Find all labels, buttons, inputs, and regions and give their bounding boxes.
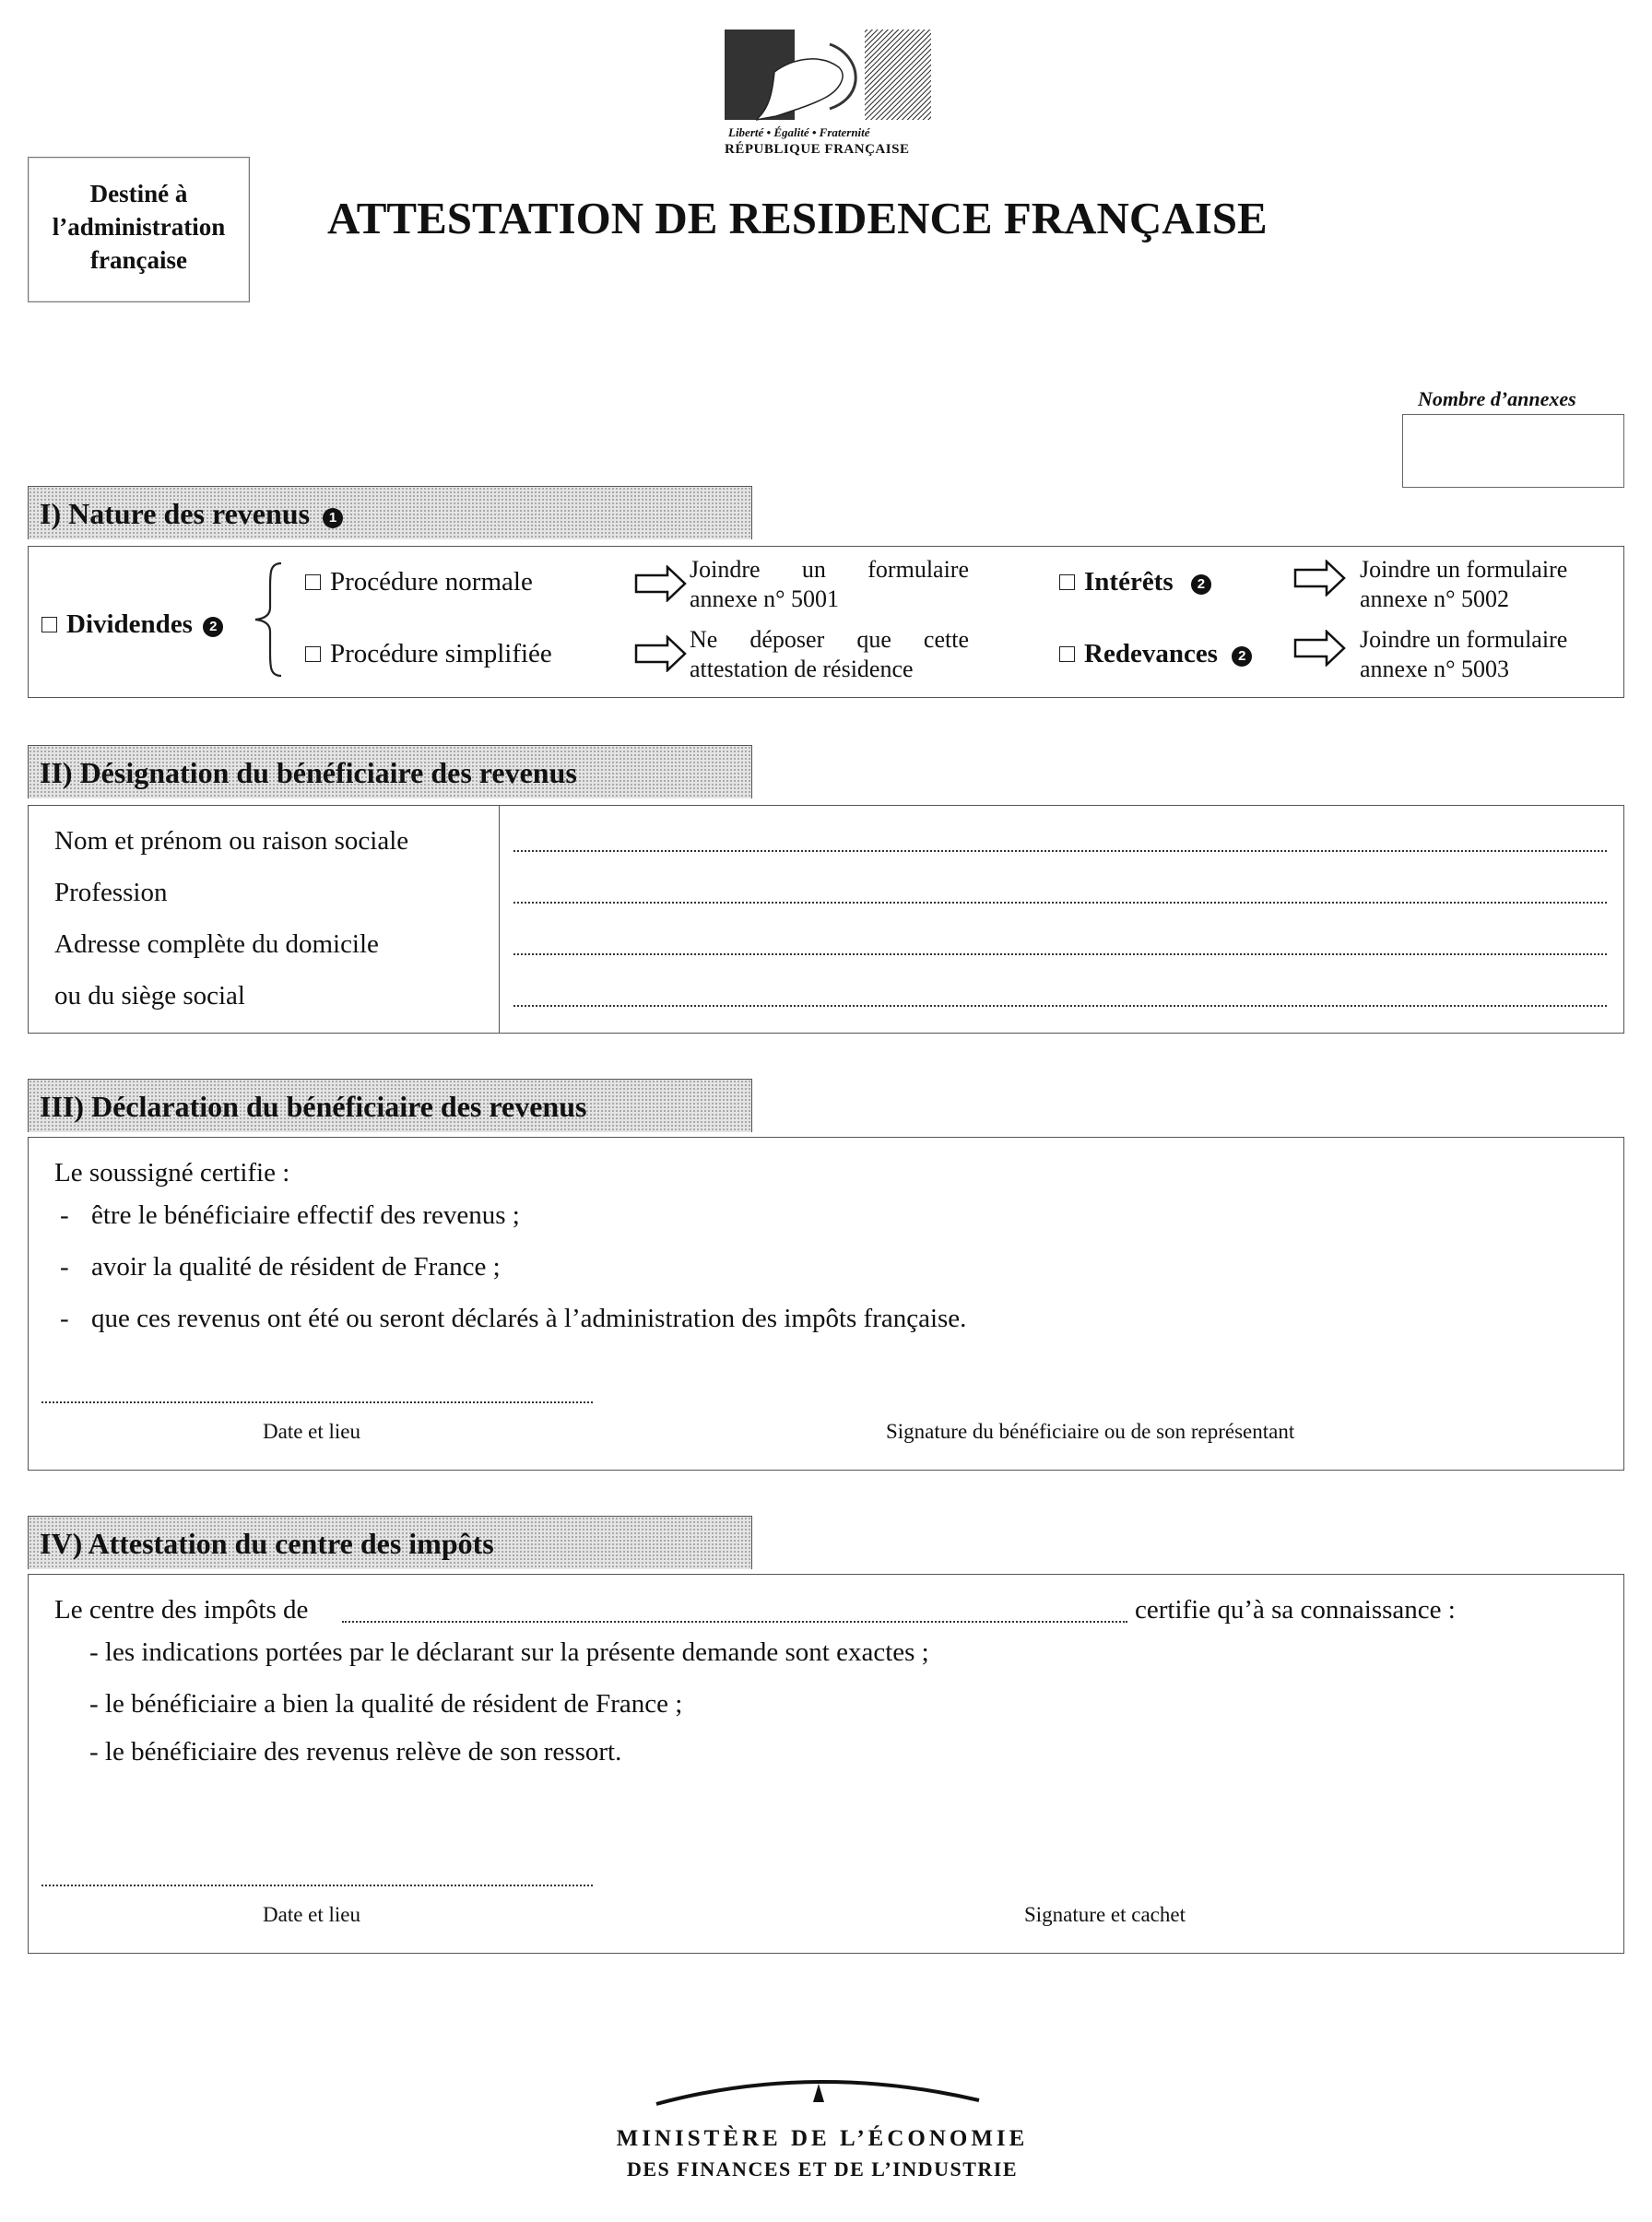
- section-4-intro-start: Le centre des impôts de: [54, 1595, 309, 1625]
- arrow-right-icon: [1293, 630, 1347, 667]
- section-3-date-field[interactable]: [41, 1401, 593, 1403]
- destination-line-3: française: [90, 246, 187, 274]
- note-simplifiee-line-2: attestation de résidence: [690, 656, 914, 682]
- note-simplifiee-line-1: Ne déposer que cette: [690, 626, 969, 653]
- procedure-simplifiee-label: Procédure simplifiée: [330, 639, 552, 668]
- section-3-item-2: avoir la qualité de résident de France ;: [91, 1252, 501, 1282]
- note-marker-2-icon: 2: [203, 617, 223, 637]
- section-3-title: III) Déclaration du bénéficiaire des revenus: [28, 1079, 752, 1132]
- section-3-item-1: être le bénéficiaire effectif des revenus ;: [91, 1200, 520, 1230]
- section-3-box: [28, 1137, 1624, 1471]
- adresse-field[interactable]: [513, 953, 1607, 955]
- ministry-logo: [564, 2065, 1080, 2194]
- ministry-arc-icon: [564, 2065, 1080, 2108]
- destination-box: [28, 157, 250, 302]
- procedure-simplifiee-checkbox[interactable]: [305, 646, 321, 662]
- arrow-right-icon: [634, 635, 688, 672]
- section-1-title-text: I) Nature des revenus: [40, 497, 311, 530]
- note-interets-line-1: Joindre un formulaire: [1360, 556, 1568, 583]
- profession-label: Profession: [54, 878, 168, 907]
- procedure-normale-checkbox[interactable]: [305, 574, 321, 590]
- siege-field[interactable]: [513, 1005, 1607, 1007]
- section-4-title: IV) Attestation du centre des impôts: [28, 1516, 752, 1569]
- destination-line-2: l’administration: [52, 213, 226, 241]
- procedure-simplifiee-option[interactable]: [305, 639, 552, 669]
- marianne-emblem: [719, 26, 937, 127]
- ministry-line-2: DES FINANCES ET DE L’INDUSTRIE: [626, 2157, 1018, 2181]
- procedure-normale-label: Procédure normale: [330, 567, 533, 597]
- section-4-date-label: Date et lieu: [263, 1903, 361, 1926]
- section-3-signature-label: Signature du bénéficiaire ou de son représentant: [886, 1420, 1295, 1443]
- redevances-checkbox[interactable]: [1059, 646, 1075, 662]
- ministry-line-1: MINISTÈRE DE L’ÉCONOMIE: [616, 2126, 1029, 2151]
- redevances-label: Redevances: [1084, 639, 1218, 668]
- section-1-box: [28, 546, 1624, 698]
- marianne-logo: [719, 26, 937, 160]
- annexes-count-field[interactable]: [1402, 414, 1624, 488]
- note-normale-line-2: annexe n° 5001: [690, 585, 840, 612]
- section-1-title: [28, 486, 752, 539]
- section-4-item-1: - les indications portées par le déclarant sur la présente demande sont exactes ;: [89, 1637, 929, 1667]
- siege-label: ou du siège social: [54, 981, 245, 1011]
- nom-field[interactable]: [513, 850, 1607, 852]
- note-marker-2-icon: 2: [1232, 646, 1252, 667]
- note-marker-1-icon: 1: [323, 508, 343, 528]
- nom-label: Nom et prénom ou raison sociale: [54, 826, 409, 856]
- section-2-box: [28, 805, 1624, 1034]
- profession-field[interactable]: [513, 902, 1607, 904]
- note-marker-2-icon: 2: [1191, 574, 1211, 595]
- arrow-right-icon: [634, 565, 688, 602]
- interets-label: Intérêts: [1084, 567, 1174, 597]
- adresse-label: Adresse complète du domicile: [54, 929, 379, 959]
- procedure-normale-option[interactable]: [305, 567, 533, 597]
- section-3-dash: -: [60, 1252, 69, 1282]
- brace-icon: [250, 560, 287, 680]
- note-redevances-line-1: Joindre un formulaire: [1360, 626, 1568, 653]
- arrow-right-icon: [1293, 560, 1347, 597]
- section-3-intro: Le soussigné certifie :: [54, 1158, 290, 1188]
- section-4-item-3: - le bénéficiaire des revenus relève de son ressort.: [89, 1737, 622, 1767]
- section-4-box: [28, 1574, 1624, 1954]
- redevances-option[interactable]: [1059, 639, 1252, 669]
- centre-impots-field[interactable]: [342, 1621, 1127, 1623]
- section-4-intro-end: certifie qu’à sa connaissance :: [1135, 1595, 1456, 1625]
- note-normale-line-1: Joindre un formulaire: [690, 556, 969, 583]
- note-interets-line-2: annexe n° 5002: [1360, 585, 1510, 612]
- annexes-label: Nombre d’annexes: [1418, 387, 1576, 410]
- page-title: ATTESTATION DE RESIDENCE FRANÇAISE: [327, 193, 1268, 243]
- republic-label: RÉPUBLIQUE FRANÇAISE: [725, 142, 910, 157]
- section-4-signature-label: Signature et cachet: [1024, 1903, 1186, 1926]
- section-4-date-field[interactable]: [41, 1885, 593, 1886]
- destination-line-1: Destiné à: [89, 180, 188, 207]
- section-3-item-3: que ces revenus ont été ou seront déclarés à l’administration des impôts française.: [91, 1304, 967, 1333]
- marianne-motto: Liberté • Égalité • Fraternité: [728, 125, 870, 139]
- dividendes-option[interactable]: [41, 609, 223, 640]
- section-3-date-label: Date et lieu: [263, 1420, 361, 1443]
- note-redevances-line-2: annexe n° 5003: [1360, 656, 1510, 682]
- section-3-dash: -: [60, 1304, 69, 1333]
- dividendes-checkbox[interactable]: [41, 617, 57, 632]
- interets-checkbox[interactable]: [1059, 574, 1075, 590]
- section-2-title: II) Désignation du bénéficiaire des revenus: [28, 745, 752, 798]
- section-3-dash: -: [60, 1200, 69, 1230]
- dividendes-label: Dividendes: [66, 609, 193, 639]
- section-2-divider: [499, 806, 500, 1033]
- section-4-item-2: - le bénéficiaire a bien la qualité de résident de France ;: [89, 1689, 683, 1719]
- interets-option[interactable]: [1059, 567, 1211, 597]
